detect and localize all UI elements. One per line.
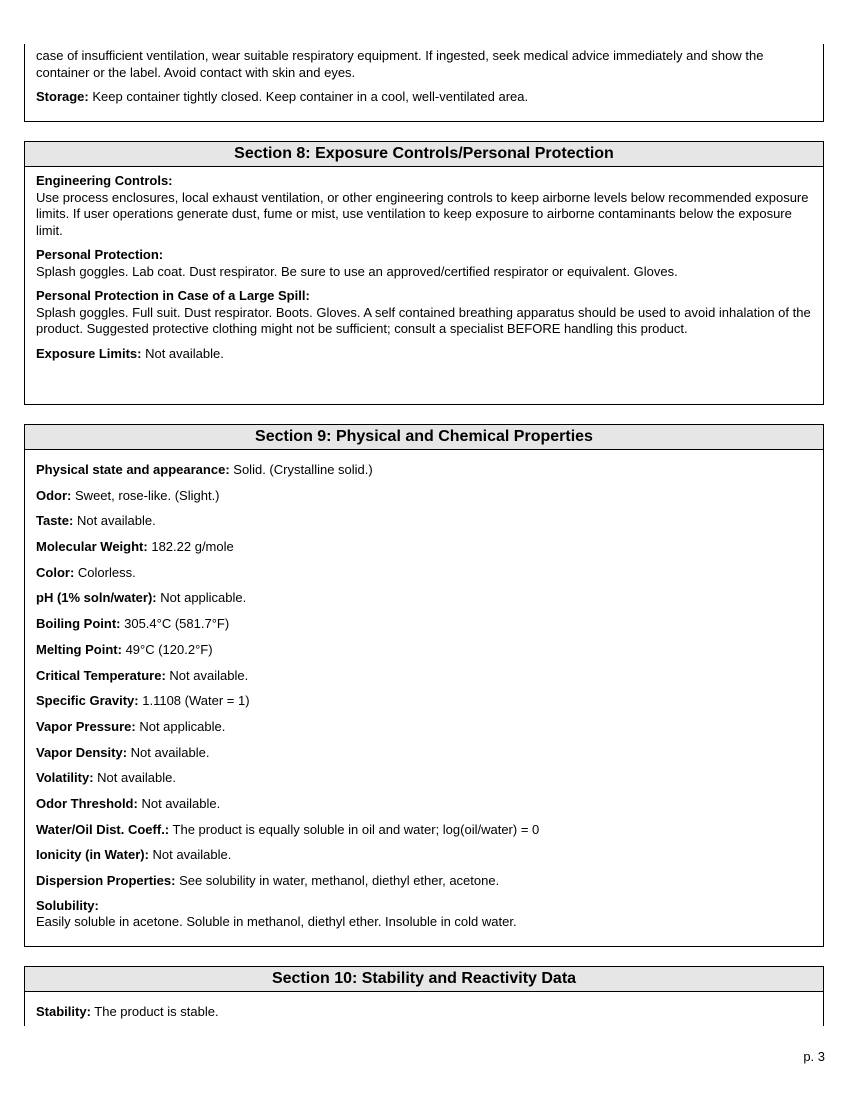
- property-value: Sweet, rose-like. (Slight.): [75, 487, 220, 503]
- property-label: Critical Temperature:: [36, 667, 166, 683]
- property-row: [36, 847, 812, 864]
- property-value: Not applicable.: [139, 718, 226, 734]
- property-value: 305.4°C (581.7°F): [124, 616, 230, 632]
- property-row: [36, 616, 812, 633]
- property-row: [36, 539, 812, 556]
- property-value: The product is equally soluble in oil and water; log(oil/water) = 0: [172, 821, 540, 837]
- property-value: 1.1108 (Water = 1): [142, 693, 250, 709]
- section-7-continuation: [24, 44, 824, 122]
- property-row: [36, 590, 812, 607]
- property-label: Color:: [36, 564, 75, 580]
- property-row: [36, 462, 812, 479]
- large-spill-value: Splash goggles. Full suit. Dust respirator. Boots. Gloves. A self contained breathing apparatus should be used to avoid inhalation of the product. Suggested protective clothing might not be sufficient; consult a specialist BEFORE handling this product.: [36, 304, 811, 336]
- property-value: Not available.: [141, 795, 221, 811]
- property-label: Vapor Density:: [36, 744, 128, 760]
- property-value: Not applicable.: [160, 590, 247, 606]
- property-row: [36, 565, 812, 582]
- property-value: 49°C (120.2°F): [125, 641, 213, 657]
- property-value: Colorless.: [77, 564, 136, 580]
- property-label: Physical state and appearance:: [36, 462, 230, 477]
- property-row: [36, 796, 812, 813]
- stability-row: [36, 1004, 812, 1021]
- property-value: Not available.: [76, 513, 156, 529]
- property-label: Specific Gravity:: [36, 693, 139, 709]
- section-8: [24, 141, 824, 405]
- personal-protection-value: Splash goggles. Lab coat. Dust respirator. Be sure to use an approved/certified respirator or equivalent. Gloves.: [36, 263, 678, 279]
- property-label: Volatility:: [36, 770, 94, 786]
- property-row: [36, 719, 812, 736]
- storage-row: [36, 89, 812, 106]
- property-row: [36, 822, 812, 839]
- solubility-label: Solubility:: [36, 897, 99, 913]
- property-label: Dispersion Properties:: [36, 873, 176, 888]
- section-8-title: Section 8: Exposure Controls/Personal Protection: [25, 142, 823, 167]
- property-row: [36, 745, 812, 762]
- property-value: Not available.: [97, 770, 176, 786]
- property-row: [36, 668, 812, 685]
- property-label: pH (1% soln/water):: [36, 590, 157, 606]
- property-value: See solubility in water, methanol, diethyl ether, acetone.: [179, 873, 500, 888]
- property-label: Molecular Weight:: [36, 539, 148, 555]
- engineering-controls-label: Engineering Controls:: [36, 173, 173, 188]
- solubility: [36, 898, 812, 931]
- section-10-title: Section 10: Stability and Reactivity Data: [25, 967, 823, 992]
- personal-protection: [36, 247, 812, 280]
- property-row: [36, 770, 812, 787]
- exposure-limits: [36, 346, 812, 363]
- page-number: p. 3: [803, 1049, 825, 1064]
- property-label: Boiling Point:: [36, 616, 121, 632]
- large-spill-label: Personal Protection in Case of a Large Spill:: [36, 288, 310, 303]
- storage-value: Keep container tightly closed. Keep container in a cool, well-ventilated area.: [92, 89, 529, 104]
- property-value: Solid. (Crystalline solid.): [233, 462, 373, 477]
- property-value: Not available.: [169, 667, 249, 683]
- exposure-limits-label: Exposure Limits:: [36, 345, 142, 361]
- section-9: [24, 424, 824, 947]
- property-value: Not available.: [130, 744, 210, 760]
- property-row: [36, 513, 812, 530]
- section-9-title: Section 9: Physical and Chemical Properties: [25, 425, 823, 450]
- property-label: Water/Oil Dist. Coeff.:: [36, 821, 170, 837]
- property-label: Melting Point:: [36, 641, 122, 657]
- personal-protection-label: Personal Protection:: [36, 247, 164, 262]
- property-label: Odor Threshold:: [36, 795, 138, 811]
- property-row: [36, 642, 812, 659]
- property-label: Odor:: [36, 487, 72, 503]
- property-label: Taste:: [36, 513, 74, 529]
- property-row: [36, 488, 812, 505]
- handling-text: case of insufficient ventilation, wear suitable respiratory equipment. If ingested, seek medical advice immediately and show the container or the label. Avoid contact with skin and eyes.: [36, 48, 764, 80]
- exposure-limits-value: Not available.: [145, 345, 224, 361]
- property-value: 182.22 g/mole: [151, 539, 234, 555]
- solubility-value: Easily soluble in acetone. Soluble in methanol, diethyl ether. Insoluble in cold water.: [36, 914, 517, 930]
- property-row: [36, 873, 812, 890]
- stability-value: The product is stable.: [94, 1004, 219, 1019]
- engineering-controls: [36, 173, 812, 239]
- large-spill-protection: [36, 288, 812, 338]
- storage-label: Storage:: [36, 89, 89, 104]
- section-10: [24, 966, 824, 1026]
- engineering-controls-value: Use process enclosures, local exhaust ventilation, or other engineering controls to keep airborne levels below recommended exposure limits. If user operations generate dust, fume or mist, use ventilation to keep exposure to airborne contaminants below the exposure limit.: [36, 189, 809, 238]
- property-row: [36, 693, 812, 710]
- property-label: Vapor Pressure:: [36, 718, 136, 734]
- stability-label: Stability:: [36, 1004, 91, 1019]
- property-label: Ionicity (in Water):: [36, 847, 149, 863]
- property-value: Not available.: [152, 847, 232, 863]
